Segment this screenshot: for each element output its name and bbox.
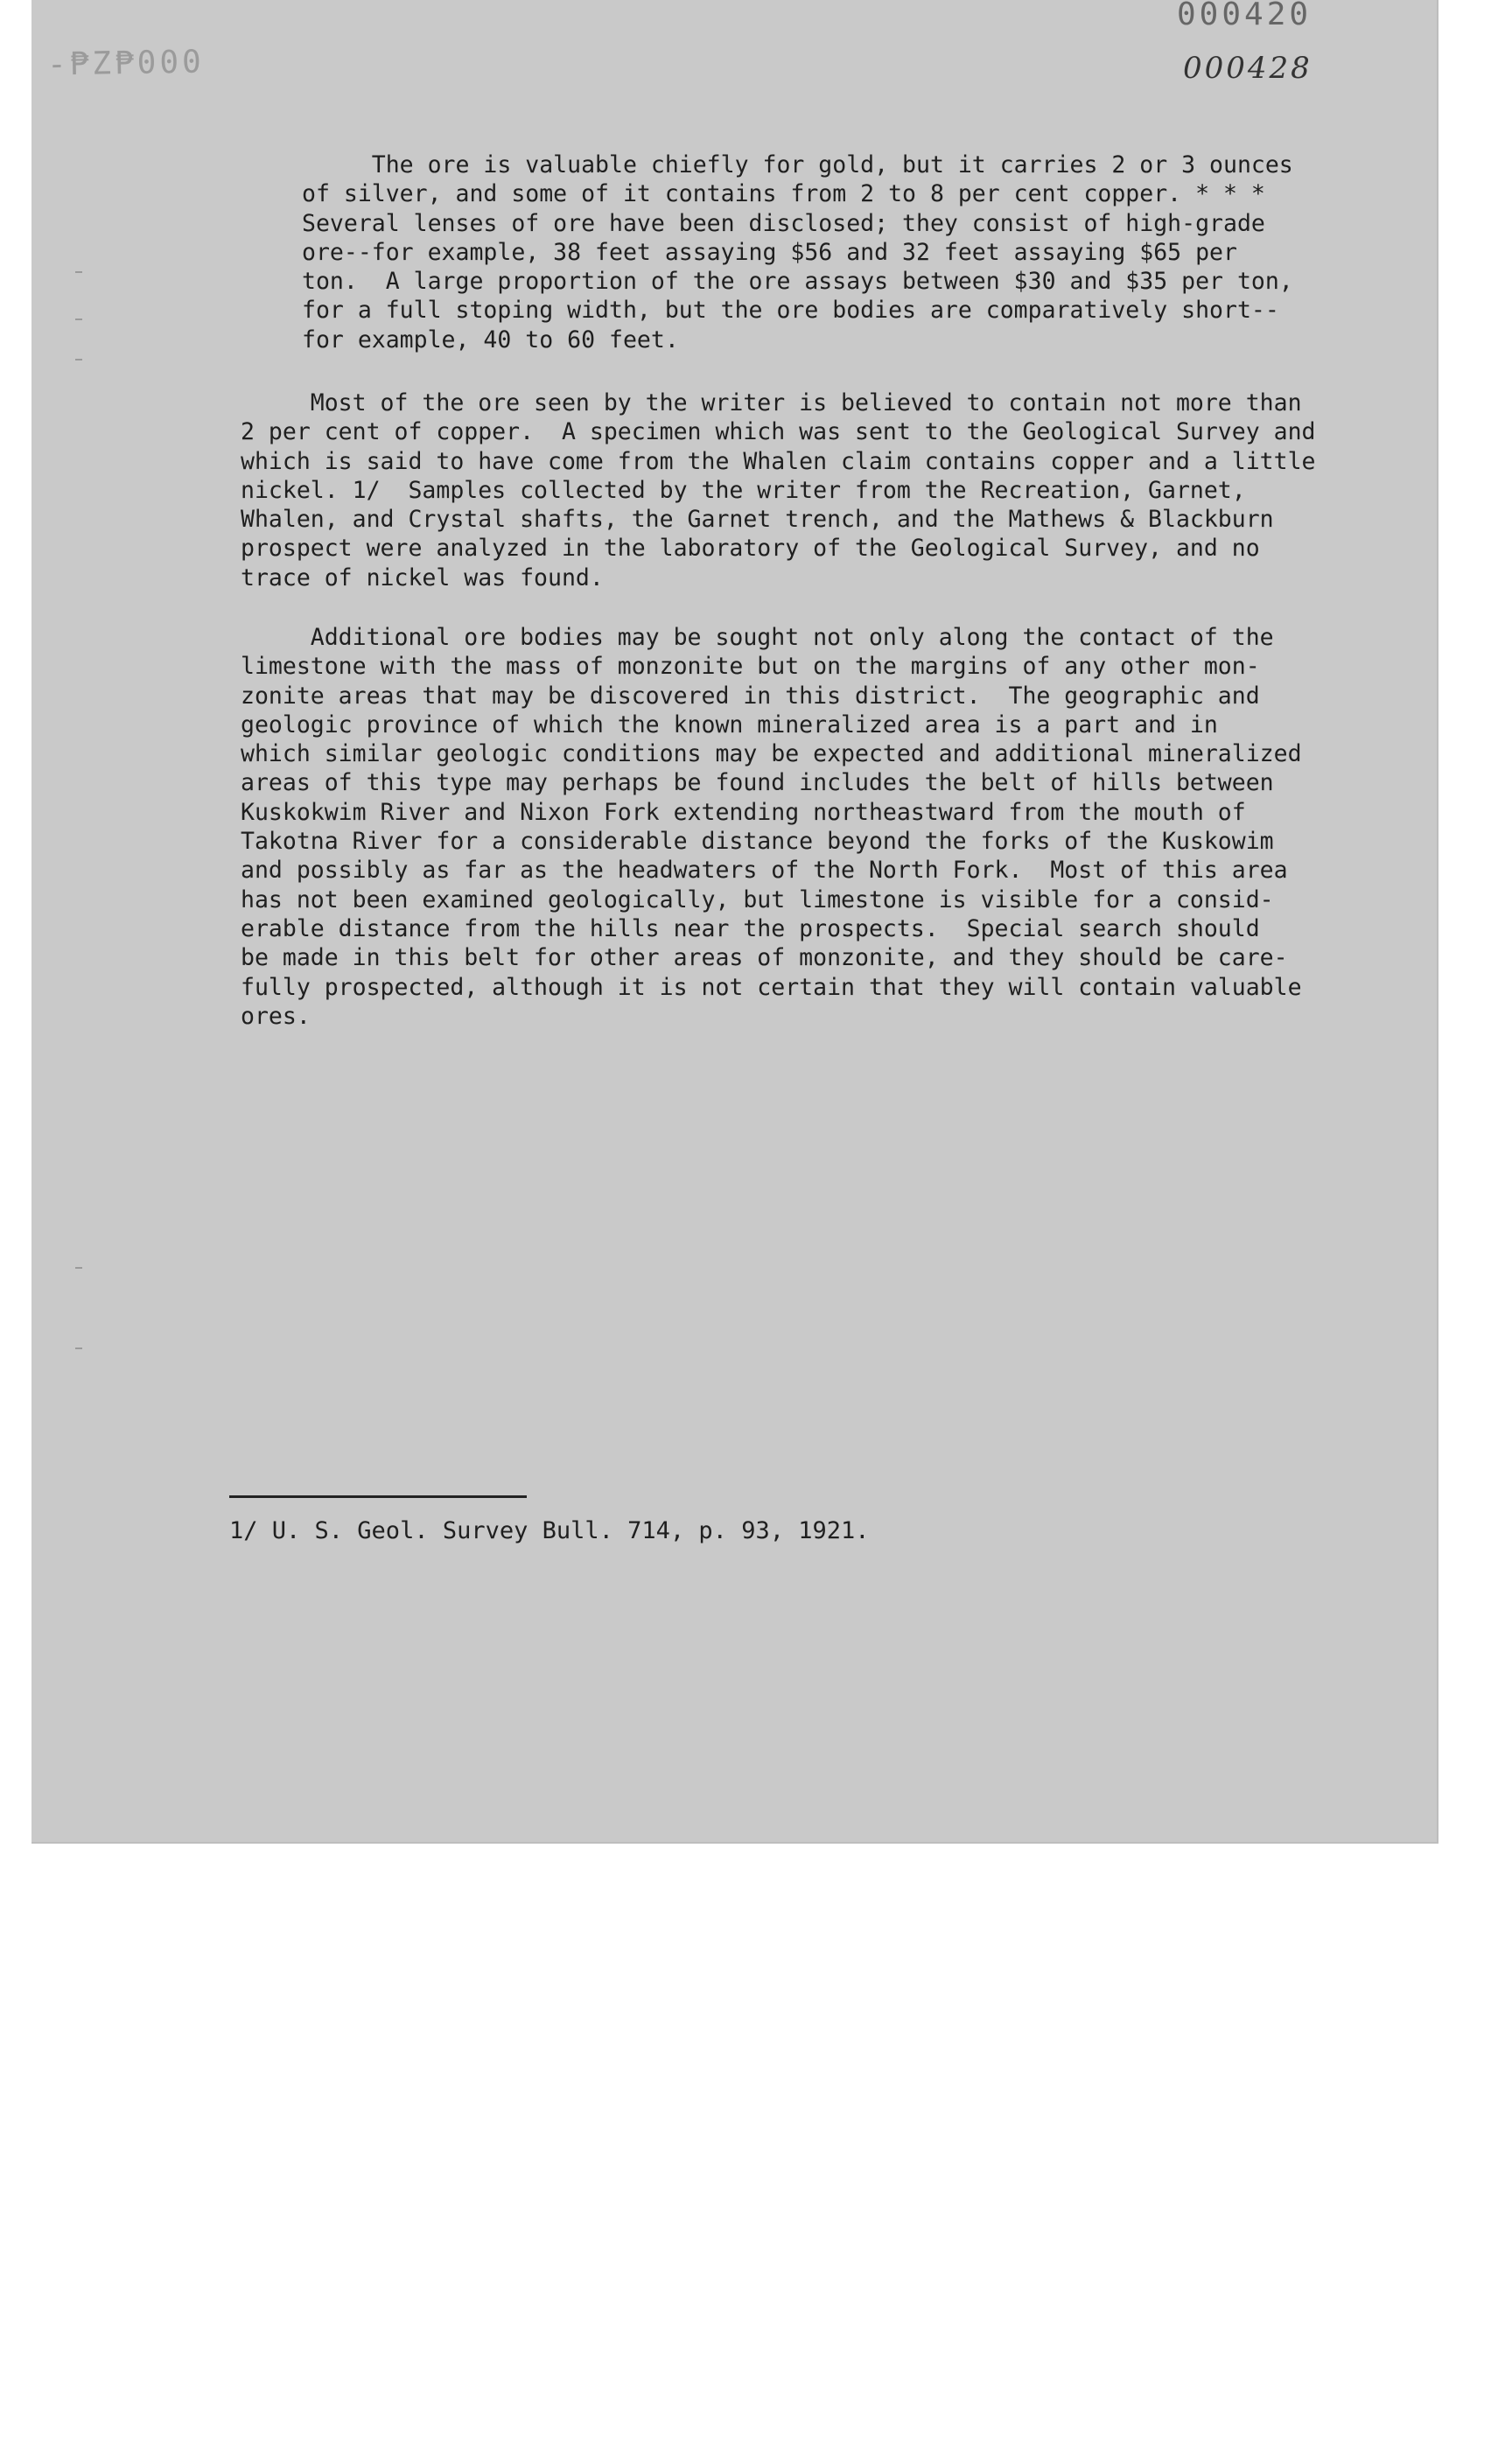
footnote-divider (229, 1495, 527, 1498)
margin-mark (75, 1267, 82, 1269)
margin-mark (75, 271, 82, 273)
handwritten-page-number: 000428 (1183, 51, 1312, 86)
paragraph-additional-ore-bodies: Additional ore bodies may be sought not only along the contact of the limestone with the mass of monzonite but on the margins of any other mon- zonite areas that may be discovered in this district. The geographic and geologic province of which the known mineralized area is a part and in which similar geologic conditions may be expected and additional mineralized areas of this type may perhaps be found includes the belt of hills between Kuskokwim River and Nixon Fork extending northeastward from the mouth of Takotna River for a considerable distance beyond the forks of the Kuskowim and possibly as far as the headwaters of the North Fork. Most of this area has not been examined geologically, but limestone is visible for a consid- erable distance from the hills near the prospects. Special search should be made in this belt for other areas of monzonite, and they should be care- fully prospected, although it is not certain that they will contain valuable ores. (241, 624, 1302, 1030)
paragraph-ore-value: The ore is valuable chiefly for gold, but it carries 2 or 3 ounces of silver, and some of it contains from 2 to 8 per cent copper. * * * Several lenses of ore have been disclosed; they consist of high-grade ore--for example, 38 feet assaying $56 and 32 feet assaying $65 per ton. A large proportion of the ore assays between $30 and $35 per ton, for a full stoping width, but the ore bodies are comparatively short-- for example, 40 to 60 feet. (302, 151, 1293, 354)
margin-mark (75, 359, 82, 360)
paragraph-copper-nickel: Most of the ore seen by the writer is believed to contain not more than 2 per cent of copper. A specimen which was sent to the Geological Survey and which is said to have come from the Whalen claim contains copper and a little nickel. 1/ Samples collected by the writer from the Recreation, Garnet, Whalen, and Crystal shafts, the Garnet trench, and the Mathews & Blackburn prospect were analyzed in the laboratory of the Geological Survey, and no trace of nickel was found. (241, 389, 1316, 592)
margin-mark (75, 1348, 82, 1349)
margin-mark (75, 318, 82, 320)
mirrored-page-stamp: -₱Z₱000 (46, 44, 206, 83)
typed-page-number: 000420 (1177, 0, 1312, 32)
footnote: 1/ U. S. Geol. Survey Bull. 714, p. 93, 1921. (229, 1517, 870, 1544)
